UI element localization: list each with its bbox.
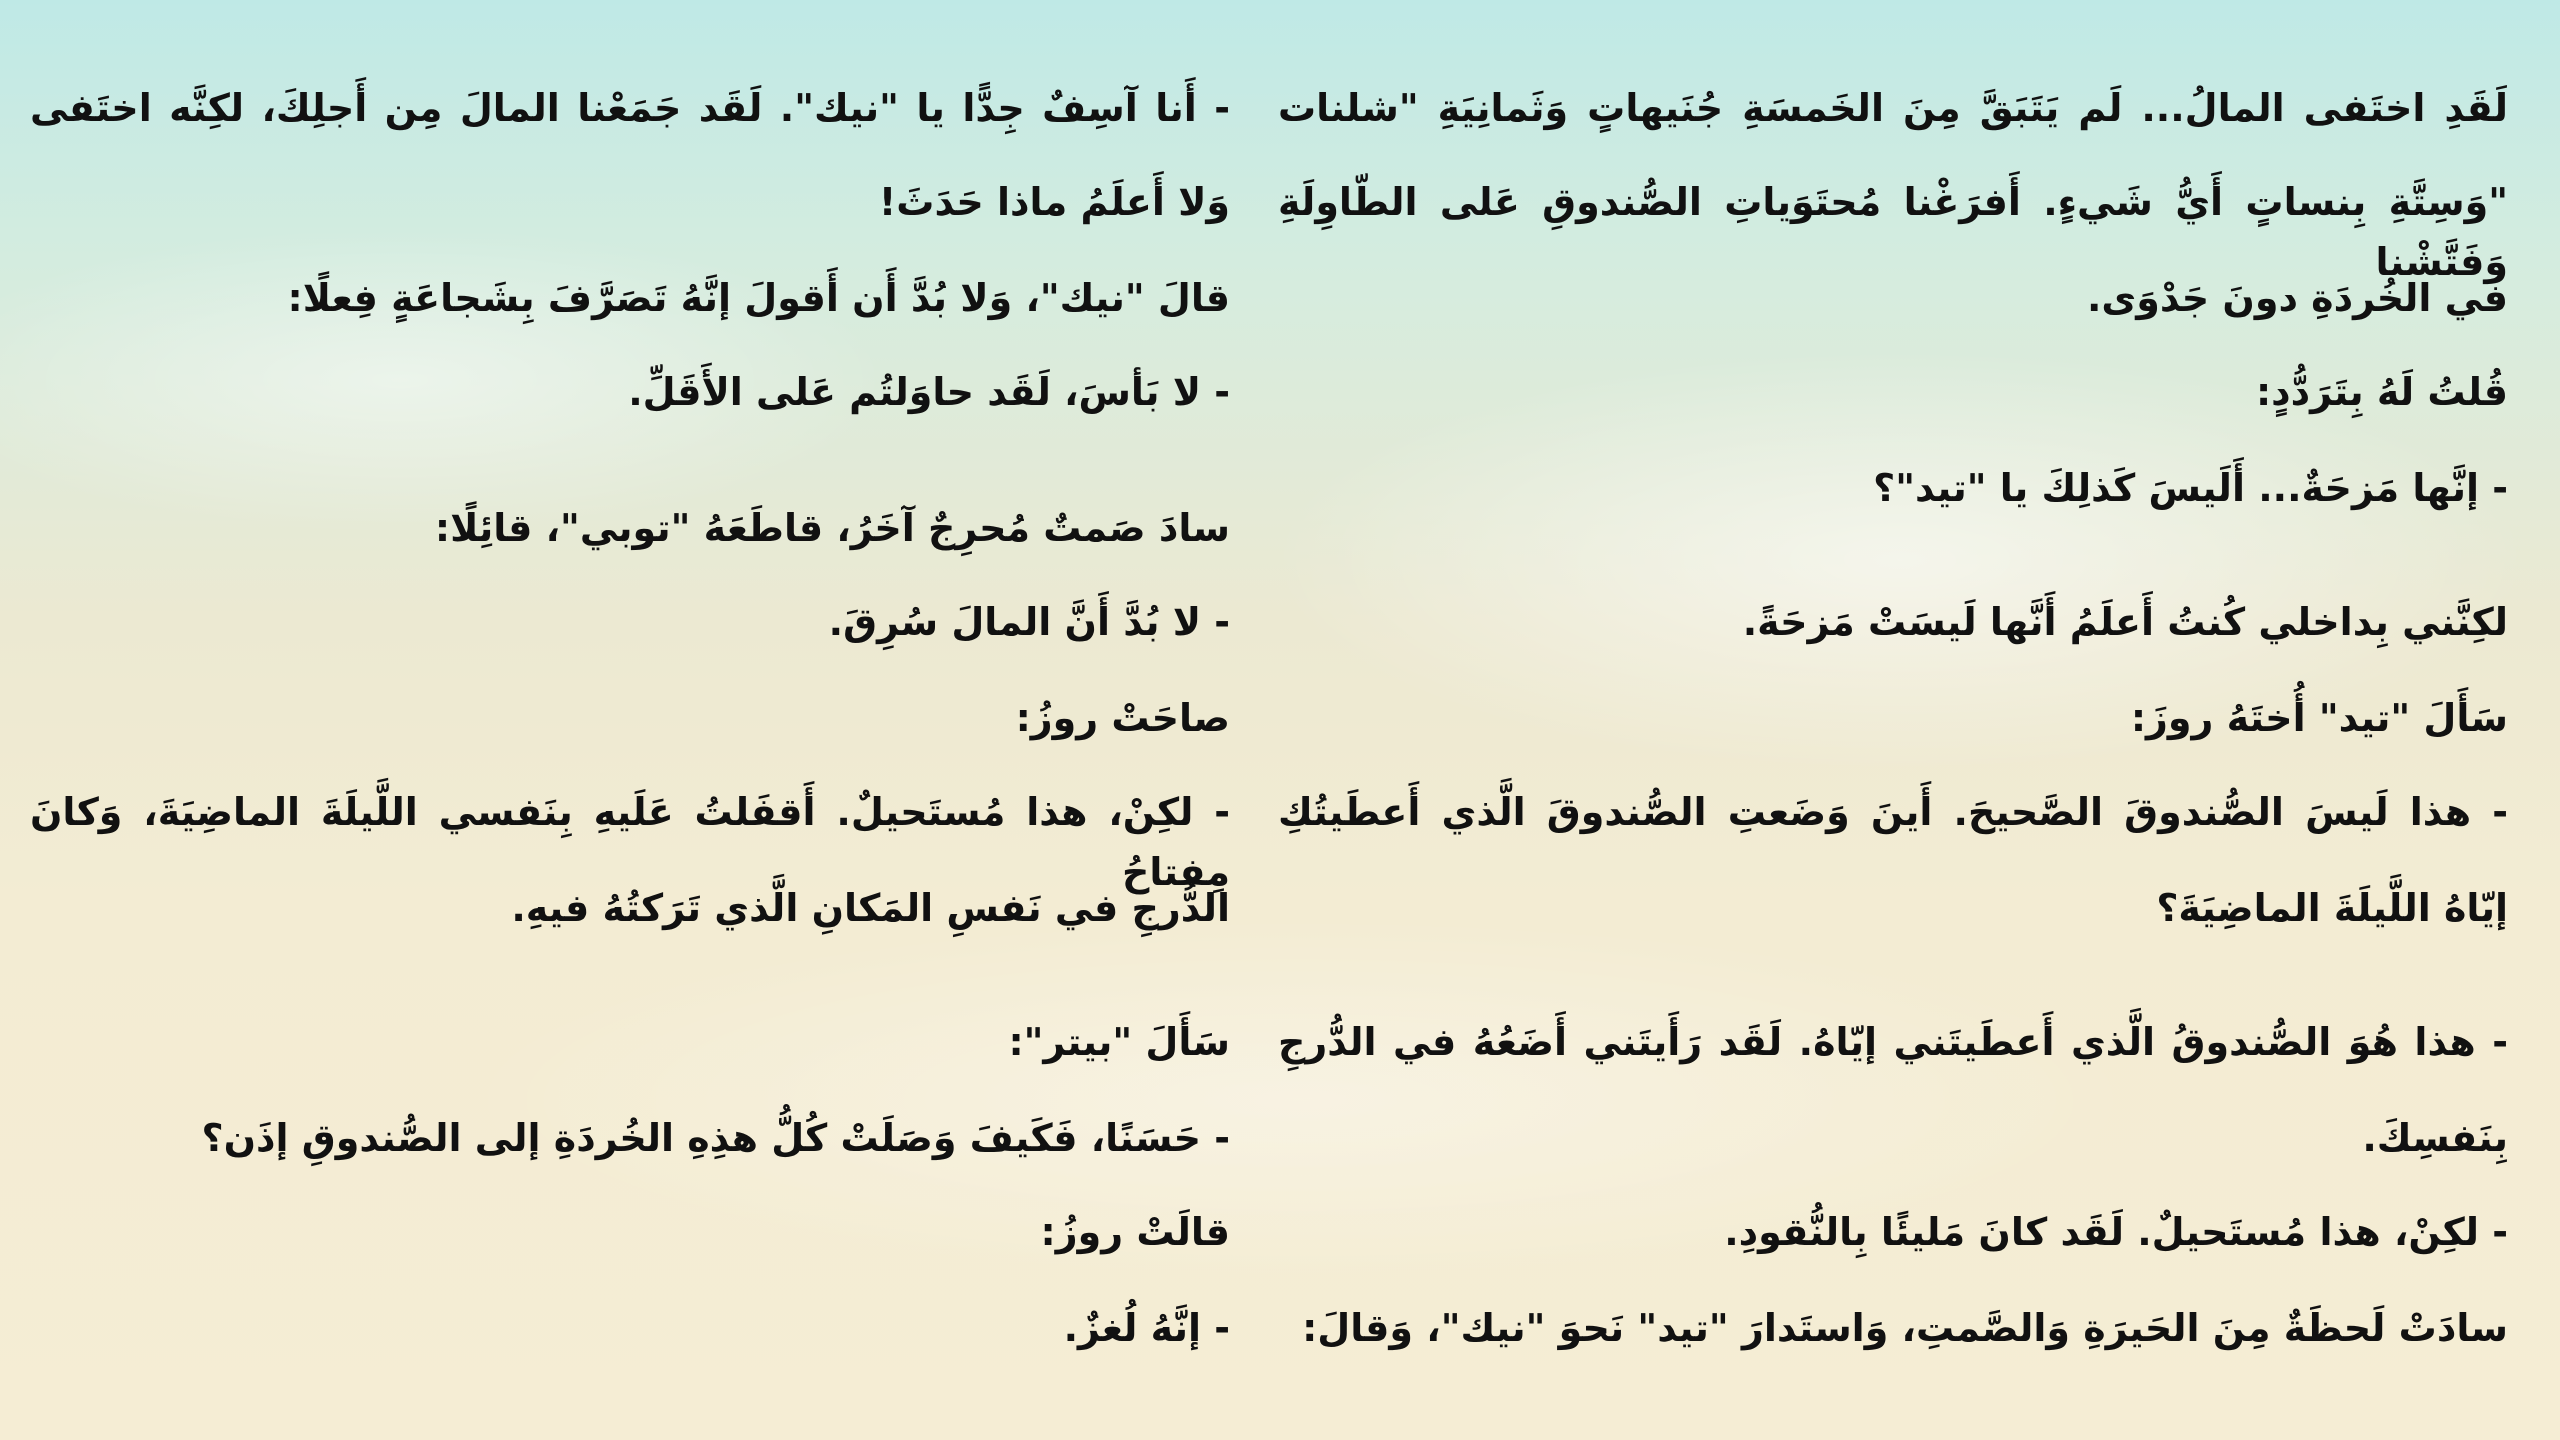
- text-line: إيّاهُ اللَّيلَةَ الماضِيَةَ؟: [2156, 886, 2508, 930]
- text-line: سَأَلَ "بيتر":: [1008, 1020, 1230, 1064]
- text-line: - لا بُدَّ أَنَّ المالَ سُرِقَ.: [828, 600, 1230, 644]
- text-line: بِنَفسِكَ.: [2362, 1116, 2508, 1160]
- text-line: في الخُردَةِ دونَ جَدْوَى.: [2086, 276, 2508, 320]
- text-line: الدُّرجِ في نَفسِ المَكانِ الَّذي تَرَكتُهُ فيهِ.: [511, 886, 1230, 930]
- text-line: لَقَدِ اختَفى المالُ... لَم يَتَبَقَّ مِنَ الخَمسَةِ جُنَيهاتٍ وَثَمانِيَةِ "شلنات: [1278, 86, 2508, 130]
- text-line: سادَتْ لَحظَةٌ مِنَ الحَيرَةِ وَالصَّمتِ، وَاستَدارَ "تيد" نَحوَ "نيك"، وَقالَ:: [1302, 1306, 2508, 1350]
- text-line: سادَ صَمتٌ مُحرِجٌ آخَرُ، قاطَعَهُ "توبي"، قائِلًا:: [434, 506, 1230, 550]
- text-line: قالَتْ روزُ:: [1040, 1210, 1230, 1254]
- text-line: وَلا أَعلَمُ ماذا حَدَثَ!: [878, 180, 1230, 224]
- text-line: - هذا لَيسَ الصُّندوقَ الصَّحيحَ. أَينَ وَضَعتِ الصُّندوقَ الَّذي أَعطَيتُكِ: [1278, 790, 2508, 834]
- text-line: - لكِنْ، هذا مُستَحيلٌ. لَقَد كانَ مَليئًا بِالنُّقودِ.: [1724, 1210, 2508, 1254]
- text-line: - هذا هُوَ الصُّندوقُ الَّذي أَعطَيتَني إيّاهُ. لَقَد رَأَيتَني أَضَعُهُ في الدُّرجِ: [1278, 1020, 2508, 1064]
- text-line: قالَ "نيك"، وَلا بُدَّ أَن أَقولَ إنَّهُ تَصَرَّفَ بِشَجاعَةٍ فِعلًا:: [287, 276, 1230, 320]
- text-line: - أَنا آسِفٌ جِدًّا يا "نيك". لَقَد جَمَعْنا المالَ مِن أَجلِكَ، لكِنَّه اختَفى: [30, 86, 1230, 130]
- text-line: "وَسِتَّةِ بِنساتٍ أَيُّ شَيءٍ. أَفرَغْنا مُحتَوَياتِ الصُّندوقِ عَلى الطّاوِلَةِ وَفَتَّشْنا: [1278, 180, 2508, 284]
- text-line: - إنَّها مَزحَةٌ... أَلَيسَ كَذلِكَ يا "تيد"؟: [1873, 466, 2508, 510]
- text-line: - لا بَأسَ، لَقَد حاوَلتُم عَلى الأَقَلِّ.: [628, 370, 1230, 414]
- text-line: لكِنَّني بِداخلي كُنتُ أَعلَمُ أَنَّها لَيسَتْ مَزحَةً.: [1742, 600, 2508, 644]
- text-line: صاحَتْ روزُ:: [1015, 696, 1230, 740]
- text-line: - لكِنْ، هذا مُستَحيلٌ. أَقفَلتُ عَلَيهِ بِنَفسي اللَّيلَةَ الماضِيَةَ، وَكانَ مِفتاحُ: [30, 790, 1230, 894]
- text-line: - إنَّهُ لُغزٌ.: [1063, 1306, 1230, 1350]
- text-line: - حَسَنًا، فَكَيفَ وَصَلَتْ كُلُّ هذِهِ الخُردَةِ إلى الصُّندوقِ إذَن؟: [201, 1116, 1230, 1160]
- text-line: سَأَلَ "تيد" أُختَهُ روزَ:: [2130, 696, 2508, 740]
- text-line: قُلتُ لَهُ بِتَرَدُّدٍ:: [2255, 370, 2508, 414]
